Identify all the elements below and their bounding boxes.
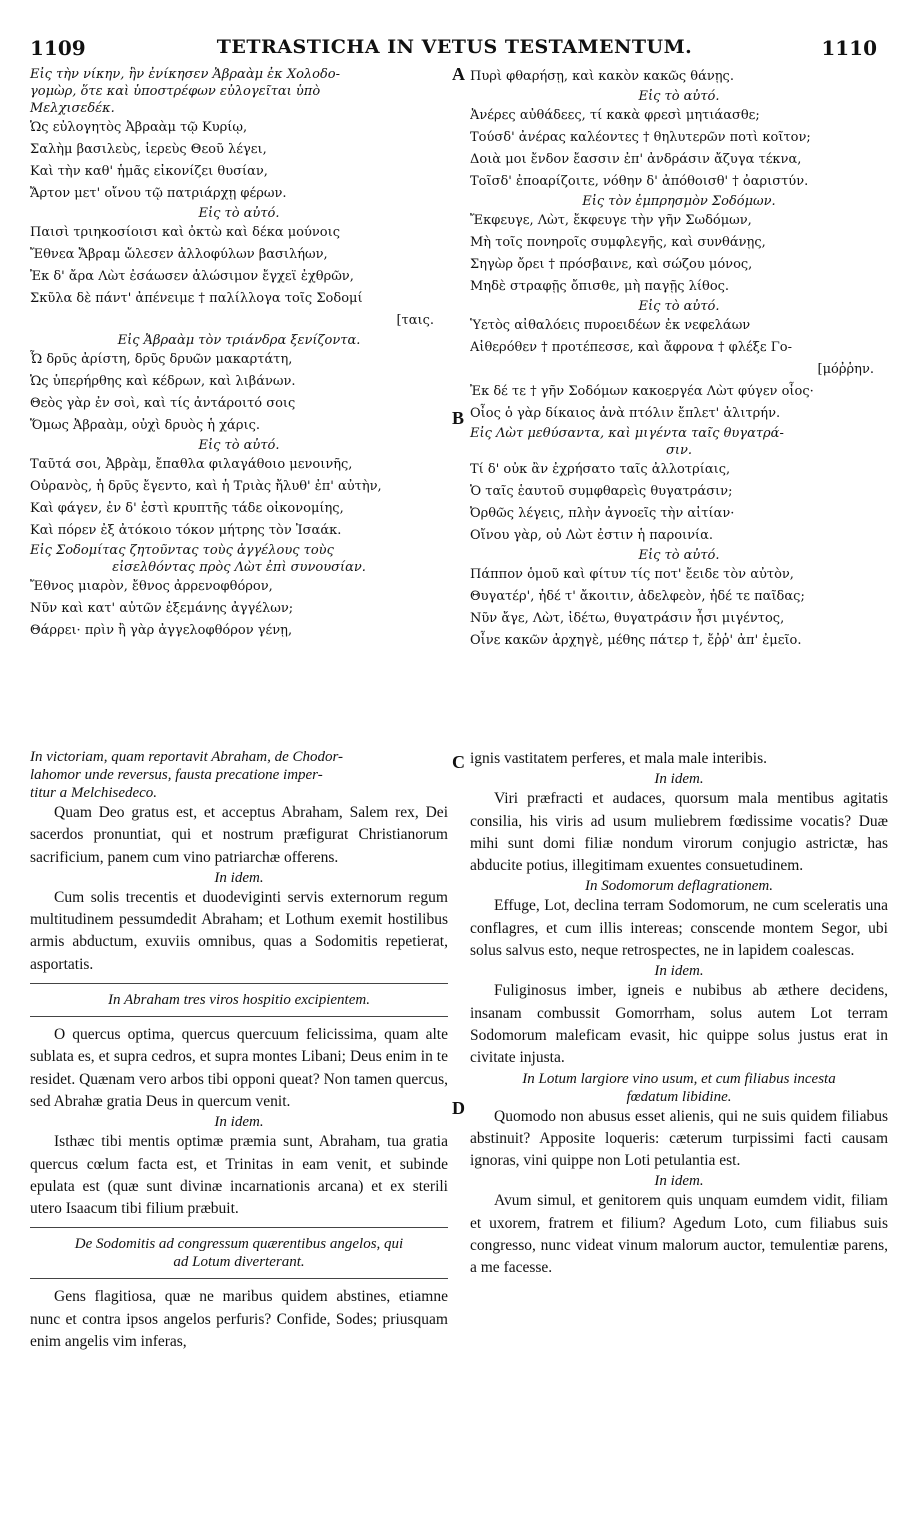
translation-paragraph: Isthæc tibi mentis optimæ præmia sunt, Abraham, tua gratia quercus cœlum facta est, et Trinitas in eam venit, et subinde epulata est (quæ sunt divinæ incarnationis arcana) et ex sterili utero Isaacum tibi filium præbuit. — [30, 1133, 448, 1218]
verse-line: Ὅμως Ἀβραὰμ, οὐχὶ δρυὸς ἡ χάρις. — [30, 418, 260, 433]
verse-line: Ἐκ δέ τε † γῆν Σοδόμων κακοεργέα Λὼτ φύγεν οἶος· — [470, 384, 814, 399]
page-number-right: 1110 — [821, 36, 877, 60]
verse-line: Σαλὴμ βασιλεὺς, ἱερεὺς Θεοῦ λέγει, — [30, 142, 267, 157]
section-rule — [30, 1227, 448, 1228]
verse-line: Παισὶ τριηκοσίοισι καὶ ὀκτὼ καὶ δέκα μούνοις — [30, 225, 341, 240]
translation-paragraph: Fuliginosus imber, igneis e nubibus ab æthere decidens, insanam combussit Gomorrham, solus autem Lot terram Sodomorum maleficam evasit, hic quippe solus justus erat in civitate injusta. — [470, 982, 888, 1067]
verse-line: [ταις. — [396, 313, 434, 328]
poem-heading: In Sodomorum deflagrationem. — [585, 878, 773, 895]
verse-line: Ὦ δρῦς ἀρίστη, δρῦς δρυῶν μακαρτάτη, — [30, 352, 293, 367]
poem-heading: De Sodomitis ad congressum quærentibus angelos, qui — [74, 1236, 404, 1253]
poem-heading: In idem. — [654, 771, 704, 788]
verse-line: Οἶνε κακῶν ἀρχηγὲ, μέθης πάτερ †, ἔῤῥ' ἀπ' ἐμεῖο. — [470, 633, 802, 648]
poem-heading: Εἰς Σοδομίτας ζητοῦντας τοὺς ἀγγέλους τοὺς — [30, 543, 334, 558]
poem-heading: Εἰς τὸ αὐτό. — [638, 548, 720, 563]
verse-line: Οὐρανὸς, ἡ δρῦς ἔγεντο, καὶ ἡ Τριὰς ἤλυθ' ἐπ' αὐτὴν, — [30, 479, 382, 494]
verse-line: Μηδὲ στραφῇς ὄπισθε, μὴ παγῇς λίθος. — [470, 279, 730, 294]
verse-line: Ἔκφευγε, Λὼτ, ἔκφευγε τὴν γῆν Σωδόμων, — [470, 213, 752, 228]
verse-line: Θυγατέρ', ἠδέ τ' ἄκοιτιν, ἀδελφεὸν, ἠδέ τε παῖδας; — [470, 589, 805, 604]
verse-line: Καὶ φάγεν, ἐν δ' ἐστὶ κρυπτῆς τάδε οἰκονομίης, — [30, 501, 344, 516]
poem-heading: γομὼρ, ὅτε καὶ ὑποστρέφων εὐλογεῖται ὑπὸ — [30, 84, 321, 99]
latin-column-left — [30, 748, 448, 1353]
poem-heading: Μελχισεδέκ. — [30, 101, 115, 116]
verse-line: Ταῦτά σοι, Ἀβρὰμ, ἔπαθλα φιλαγάθοιο μενοινῆς, — [30, 457, 353, 472]
poem-heading: In victoriam, quam reportavit Abraham, de Chodor- — [30, 749, 344, 765]
verse-line: Καὶ πόρεν ἐξ ἀτόκοιο τόκον μήτρης τὸν Ἰσαάκ. — [30, 523, 342, 538]
poem-heading: In idem. — [654, 963, 704, 980]
verse-line: Τούσδ' ἀνέρας καλέοντες † θηλυτερῶν ποτὶ κοῖτον; — [470, 130, 811, 145]
poem-heading: Εἰς τὸ αὐτό. — [198, 438, 280, 453]
verse-line: Νῦν ἄγε, Λὼτ, ἰδέτω, θυγατράσιν ἦσι μιγέντος, — [470, 611, 785, 626]
translation-paragraph: Cum solis trecentis et duodeviginti servis externorum regum multitudinem pessumdedit Abraham; et Lothum exemit hostilibus armis abductum, exuviis omnibus, quas a Sodomitis repetierat, asportatis. — [30, 888, 448, 973]
poem-heading: lahomor unde reversus, fausta precatione imper- — [30, 767, 323, 783]
section-rule — [30, 1278, 448, 1279]
verse-line: Ὑετὸς αἰθαλόεις πυροειδέων ἐκ νεφελάων — [470, 318, 751, 333]
page-number-left: 1109 — [30, 36, 86, 60]
section-rule — [30, 1016, 448, 1017]
poem-heading: In idem. — [654, 1173, 704, 1190]
poem-heading: Εἰς τὴν νίκην, ἣν ἐνίκησεν Ἀβραὰμ ἐκ Χολοδο- — [30, 67, 341, 82]
poem-heading: Εἰς Λὼτ μεθύσαντα, καὶ μιγέντα ταῖς θυγατρά- — [470, 426, 784, 441]
translation-paragraph: Gens flagitiosa, quæ ne maribus quidem abstines, etiamne nunc et contra ipsos angelos perfuris? Confide, Sodes; priusquam enim angelis vim inferas, — [30, 1288, 448, 1351]
verse-line: Ἄρτον μετ' οἴνου τῷ πατριάρχῃ φέρων. — [30, 186, 287, 201]
margin-marker-c: C — [452, 752, 465, 772]
verse-line: Καὶ τὴν καθ' ἡμᾶς εἰκονίζει θυσίαν, — [30, 164, 268, 179]
margin-marker-d: D — [452, 1098, 465, 1118]
verse-line: Σηγὼρ ὄρει † πρόσβαινε, καὶ σώζου μόνος, — [470, 257, 753, 272]
translation-paragraph: ignis vastitatem perferes, et mala male interibis. — [470, 750, 767, 767]
translation-paragraph: Quam Deo gratus est, et acceptus Abraham, Salem rex, Dei sacerdos pronuntiat, qui et nostrum præfigurat Christianorum sacrificium, panem cum vino patriarchæ offerens. — [30, 804, 448, 866]
verse-line: Πάππον ὁμοῦ καὶ φίτυν τίς ποτ' ἔειδε τὸν αὐτὸν, — [470, 567, 794, 582]
poem-heading: In idem. — [214, 1114, 264, 1131]
poem-heading: In Abraham tres viros hospitio excipientem. — [108, 992, 370, 1009]
verse-line: Ἐκ δ' ἄρα Λὼτ ἐσάωσεν ἁλώσιμον ἔγχεϊ ἐχθρῶν, — [30, 269, 354, 284]
verse-line: Ὁ ταῖς ἑαυτοῦ συμφθαρεὶς θυγατράσιν; — [470, 484, 733, 499]
poem-heading: ad Lotum diverterant. — [173, 1254, 305, 1271]
poem-heading: In idem. — [214, 869, 264, 886]
poem-heading: Εἰς τὸ αὐτό. — [638, 89, 720, 104]
translation-paragraph: Avum simul, et genitorem quis unquam eumdem vidit, filiam et uxorem, fratrem et filium? Agedum Loto, cum filiabus suis congresso, nunc videat vinum malorum auctor, temulentiæ parens, a me facesse. — [470, 1192, 888, 1277]
poem-heading: Εἰς τὸ αὐτό. — [198, 206, 280, 221]
verse-line: Σκῦλα δὲ πάντ' ἀπένειμε † παλίλλογα τοῖς Σοδομί — [30, 291, 363, 306]
poem-heading: titur a Melchisedeco. — [30, 785, 158, 801]
running-title: TETRASTICHA IN VETUS TESTAMENTUM. — [216, 36, 693, 58]
greek-column-left — [30, 66, 448, 642]
verse-line: Ἔθνος μιαρὸν, ἔθνος ἀρρενοφθόρον, — [30, 579, 273, 594]
translation-paragraph: Quomodo non abusus esset alienis, qui ne suis quidem filiabus abstinuit? Apposite loqueris: cæterum turpissimi facti causam ignoras, vini quippe non Loti petulantia est. — [470, 1107, 888, 1170]
translation-paragraph: O quercus optima, quercus quercuum felicissima, quam alte sublata es, et supra cedros, et supra montes Libani; Deus enim in te residet. Quænam vero arbos tibi opponi queat? Non tamen quercus, sed Abrahæ gratia Deus in quercum venit. — [30, 1026, 448, 1110]
verse-line: Ἀνέρες αὐθάδεες, τί κακὰ φρεσὶ μητιάασθε; — [470, 108, 760, 123]
section-rule — [30, 983, 448, 984]
greek-column-right — [470, 66, 888, 652]
poem-heading: Εἰς τὸ αὐτό. — [638, 299, 720, 314]
poem-heading: In Lotum largiore vino usum, et cum filiabus incesta — [522, 1070, 836, 1087]
verse-line: Ἔθνεα Ἄβραμ ὤλεσεν ἀλλοφύλων βασιλήων, — [30, 247, 328, 262]
verse-line: Νῦν καὶ κατ' αὐτῶν ἐξεμάνης ἀγγέλων; — [30, 601, 294, 616]
verse-line: Τί δ' οὐκ ἂν ἐχρήσατο ταῖς ἀλλοτρίαις, — [470, 462, 731, 477]
verse-line: Αἰθερόθεν † προτέπεσσε, καὶ ἄφρονα † φλέξε Γο- — [470, 340, 792, 355]
latin-column-right — [470, 748, 888, 1280]
verse-line: Ὡς ὑπερήρθης καὶ κέδρων, καὶ λιβάνων. — [30, 374, 296, 389]
verse-line: [μόῤῥην. — [817, 362, 874, 377]
verse-line: Μὴ τοῖς πονηροῖς συμφλεγῆς, καὶ συνθάνῃς, — [470, 235, 766, 250]
verse-line: Ὡς εὐλογητὸς Ἀβραὰμ τῷ Κυρίῳ, — [30, 120, 248, 135]
margin-marker-a: A — [452, 64, 465, 84]
verse-line: Θάρρει· πρὶν ἢ γὰρ ἀγγελοφθόρον γένῃ, — [30, 623, 293, 638]
page-header — [0, 34, 909, 64]
translation-paragraph: Viri præfracti et audaces, quorsum mala mentibus agitatis consilia, his viris ad usum muliebrem fœdissime vocatis? Duæ mihi sunt domi filiæ nondum virorum conjugio astrictæ, has abducite potius, illegitimam exuentes consuetudinem. — [470, 790, 888, 875]
verse-line: Οἴνου γὰρ, οὐ Λὼτ ἐστιν ἡ παροινία. — [470, 528, 714, 543]
poem-heading: fœdatum libidine. — [626, 1088, 732, 1105]
poem-heading: Εἰς τὸν ἐμπρησμὸν Σοδόμων. — [582, 194, 776, 209]
verse-line: Οἶος ὁ γὰρ δίκαιος ἀνὰ πτόλιν ἔπλετ' ἀλιτρήν. — [470, 406, 781, 421]
margin-marker-b: B — [452, 408, 465, 428]
translation-paragraph: Effuge, Lot, declina terram Sodomorum, ne cum sceleratis una conflagres, et cum illis intereas; conscende montem Segor, ubi solus salvus esto, neque retrospectes, ne in lapidem coalescas. — [470, 897, 888, 960]
verse-line: Δοιὰ μοι ἔνδον ἔασσιν ἐπ' ἀνδράσιν ἄζυγα τέκνα, — [470, 152, 802, 167]
verse-line: Θεὸς γὰρ ἐν σοὶ, καὶ τίς ἀντάροιτό σοις — [30, 396, 296, 411]
poem-heading: εἰσελθόντας πρὸς Λὼτ ἐπὶ συνουσίαν. — [112, 560, 366, 575]
verse-line: Τοῖσδ' ἐποαρίζοιτε, νόθην δ' ἀπόθοισθ' † ὀαριστύν. — [470, 174, 809, 189]
poem-heading: σιν. — [665, 443, 692, 458]
verse-line: Ὀρθῶς λέγεις, πλὴν ἀγνοεῖς τὴν αἰτίαν· — [470, 506, 735, 521]
poem-heading: Εἰς Ἀβραὰμ τὸν τριάνδρα ξενίζοντα. — [117, 333, 361, 348]
verse-line: Πυρὶ φθαρήσῃ, καὶ κακὸν κακῶς θάνῃς. — [470, 69, 734, 84]
